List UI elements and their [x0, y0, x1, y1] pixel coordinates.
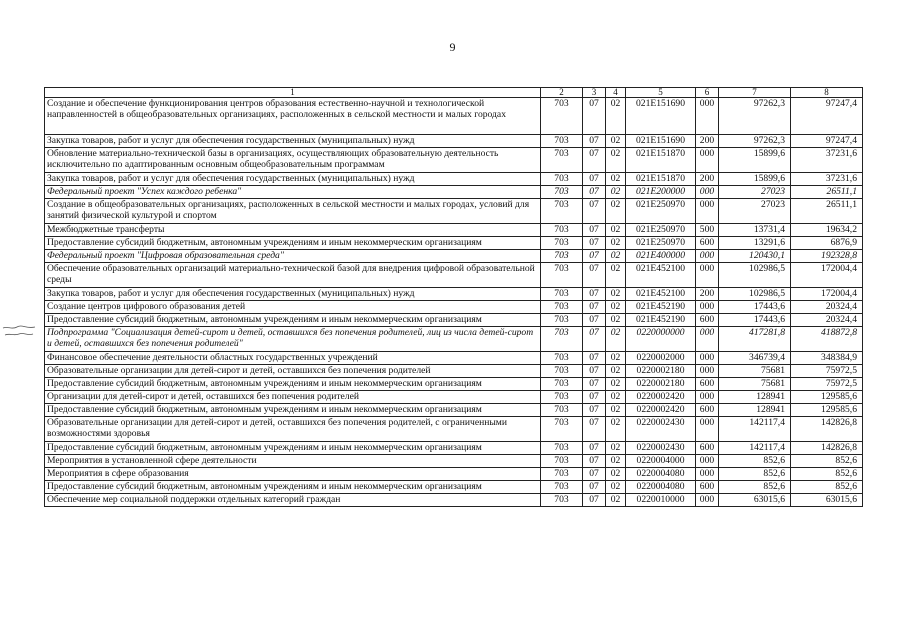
subsection-code-cell: 02 — [606, 224, 626, 237]
amount-year2-cell: 348384,9 — [791, 352, 863, 365]
item-name-cell: Предоставление субсидий бюджетным, автономным учреждениям и иным некоммерческим организациям — [45, 404, 541, 417]
target-article-code-cell: 021E452100 — [626, 263, 696, 288]
table-row — [45, 301, 863, 314]
target-article-code-cell: 0220002180 — [626, 378, 696, 391]
expense-type-code-cell: 000 — [696, 301, 719, 314]
amount-year2-cell: 97247,4 — [791, 98, 863, 135]
section-code-cell: 07 — [583, 352, 606, 365]
section-code-cell: 07 — [583, 186, 606, 199]
department-code-cell: 703 — [541, 237, 583, 250]
target-article-code-cell: 0220002180 — [626, 365, 696, 378]
amount-year2-cell: 192328,8 — [791, 250, 863, 263]
table-row — [45, 404, 863, 417]
target-article-code-cell: 021E151870 — [626, 173, 696, 186]
department-code-cell: 703 — [541, 404, 583, 417]
table-row — [45, 263, 863, 288]
amount-year2-cell: 26511,1 — [791, 199, 863, 224]
table-row — [45, 237, 863, 250]
amount-year1-cell: 142117,4 — [719, 417, 791, 442]
department-code-cell: 703 — [541, 135, 583, 148]
item-name-cell: Предоставление субсидий бюджетным, автономным учреждениям и иным некоммерческим организациям — [45, 237, 541, 250]
column-number-header-row — [45, 88, 863, 98]
item-name-cell: Обеспечение мер социальной поддержки отдельных категорий граждан — [45, 494, 541, 507]
subsection-code-cell: 02 — [606, 417, 626, 442]
department-code-cell: 703 — [541, 365, 583, 378]
target-article-code-cell: 0220004000 — [626, 455, 696, 468]
item-name-cell: Образовательные организации для детей-сирот и детей, оставшихся без попечения родителей — [45, 365, 541, 378]
section-code-cell: 07 — [583, 224, 606, 237]
section-code-cell: 07 — [583, 378, 606, 391]
subsection-code-cell: 02 — [606, 288, 626, 301]
expense-type-code-cell: 500 — [696, 224, 719, 237]
table-row — [45, 135, 863, 148]
table-row — [45, 186, 863, 199]
department-code-cell: 703 — [541, 352, 583, 365]
amount-year1-cell: 17443,6 — [719, 301, 791, 314]
expense-type-code-cell: 000 — [696, 417, 719, 442]
item-name-cell: Федеральный проект "Цифровая образовательная среда" — [45, 250, 541, 263]
amount-year1-cell: 27023 — [719, 186, 791, 199]
section-code-cell: 07 — [583, 98, 606, 135]
amount-year2-cell: 172004,4 — [791, 288, 863, 301]
amount-year2-cell: 63015,6 — [791, 494, 863, 507]
table-row — [45, 327, 863, 352]
amount-year1-cell: 13731,4 — [719, 224, 791, 237]
expense-type-code-cell: 200 — [696, 173, 719, 186]
department-code-cell: 703 — [541, 327, 583, 352]
department-code-cell: 703 — [541, 391, 583, 404]
subsection-code-cell: 02 — [606, 455, 626, 468]
subsection-code-cell: 02 — [606, 378, 626, 391]
expense-type-code-cell: 600 — [696, 378, 719, 391]
amount-year2-cell: 129585,6 — [791, 404, 863, 417]
expense-type-code-cell: 600 — [696, 442, 719, 455]
item-name-cell: Финансовое обеспечение деятельности областных государственных учреждений — [45, 352, 541, 365]
amount-year1-cell: 75681 — [719, 365, 791, 378]
expense-type-code-cell: 600 — [696, 314, 719, 327]
expense-type-code-cell: 000 — [696, 148, 719, 173]
item-name-cell: Предоставление субсидий бюджетным, автономным учреждениям и иным некоммерческим организациям — [45, 442, 541, 455]
amount-year1-cell: 63015,6 — [719, 494, 791, 507]
section-code-cell: 07 — [583, 404, 606, 417]
section-code-cell: 07 — [583, 327, 606, 352]
expense-type-code-cell: 000 — [696, 494, 719, 507]
amount-year2-cell: 852,6 — [791, 455, 863, 468]
table-row — [45, 378, 863, 391]
target-article-code-cell: 021E151690 — [626, 98, 696, 135]
item-name-cell: Создание в общеобразовательных организациях, расположенных в сельской местности и малых городах, условий для занятий физической культурой и спортом — [45, 199, 541, 224]
amount-year1-cell: 128941 — [719, 391, 791, 404]
target-article-code-cell: 0220002430 — [626, 417, 696, 442]
amount-year2-cell: 142826,8 — [791, 442, 863, 455]
table-row — [45, 481, 863, 494]
section-code-cell: 07 — [583, 237, 606, 250]
department-code-cell: 703 — [541, 378, 583, 391]
department-code-cell: 703 — [541, 98, 583, 135]
amount-year2-cell: 37231,6 — [791, 148, 863, 173]
table-row — [45, 365, 863, 378]
subsection-code-cell: 02 — [606, 468, 626, 481]
target-article-code-cell: 0220000000 — [626, 327, 696, 352]
subsection-code-cell: 02 — [606, 186, 626, 199]
department-code-cell: 703 — [541, 186, 583, 199]
target-article-code-cell: 0220004080 — [626, 481, 696, 494]
subsection-code-cell: 02 — [606, 301, 626, 314]
department-code-cell: 703 — [541, 199, 583, 224]
department-code-cell: 703 — [541, 442, 583, 455]
subsection-code-cell: 02 — [606, 237, 626, 250]
target-article-code-cell: 0220002420 — [626, 391, 696, 404]
amount-year1-cell: 97262,3 — [719, 135, 791, 148]
subsection-code-cell: 02 — [606, 199, 626, 224]
amount-year2-cell: 20324,4 — [791, 314, 863, 327]
amount-year1-cell: 97262,3 — [719, 98, 791, 135]
subsection-code-cell: 02 — [606, 442, 626, 455]
item-name-cell: Предоставление субсидий бюджетным, автономным учреждениям и иным некоммерческим организациям — [45, 481, 541, 494]
column-header: 6 — [696, 88, 719, 98]
section-code-cell: 07 — [583, 250, 606, 263]
target-article-code-cell: 0220010000 — [626, 494, 696, 507]
amount-year2-cell: 172004,4 — [791, 263, 863, 288]
department-code-cell: 703 — [541, 173, 583, 186]
amount-year1-cell: 142117,4 — [719, 442, 791, 455]
column-header: 7 — [719, 88, 791, 98]
item-name-cell: Обеспечение образовательных организаций материально-технической базой для внедрения цифровой образовательной среды — [45, 263, 541, 288]
table-row — [45, 352, 863, 365]
table-row — [45, 98, 863, 135]
expense-type-code-cell: 000 — [696, 352, 719, 365]
department-code-cell: 703 — [541, 288, 583, 301]
amount-year2-cell: 142826,8 — [791, 417, 863, 442]
department-code-cell: 703 — [541, 301, 583, 314]
subsection-code-cell: 02 — [606, 173, 626, 186]
item-name-cell: Создание центров цифрового образования детей — [45, 301, 541, 314]
table-row — [45, 468, 863, 481]
section-code-cell: 07 — [583, 288, 606, 301]
table-row — [45, 288, 863, 301]
item-name-cell: Закупка товаров, работ и услуг для обеспечения государственных (муниципальных) нужд — [45, 135, 541, 148]
item-name-cell: Подпрограмма "Социализация детей-сирот и детей, оставшихся без попечения родителей, лиц из числа детей-сирот и детей, оставшихся без попечения родителей" — [45, 327, 541, 352]
amount-year1-cell: 15899,6 — [719, 173, 791, 186]
target-article-code-cell: 0220002420 — [626, 404, 696, 417]
subsection-code-cell: 02 — [606, 148, 626, 173]
amount-year2-cell: 20324,4 — [791, 301, 863, 314]
amount-year1-cell: 852,6 — [719, 455, 791, 468]
expense-type-code-cell: 600 — [696, 237, 719, 250]
subsection-code-cell: 02 — [606, 391, 626, 404]
item-name-cell: Мероприятия в установленной сфере деятельности — [45, 455, 541, 468]
department-code-cell: 703 — [541, 455, 583, 468]
amount-year1-cell: 346739,4 — [719, 352, 791, 365]
target-article-code-cell: 0220002430 — [626, 442, 696, 455]
target-article-code-cell: 021E400000 — [626, 250, 696, 263]
table-row — [45, 442, 863, 455]
amount-year1-cell: 128941 — [719, 404, 791, 417]
amount-year2-cell: 418872,8 — [791, 327, 863, 352]
expense-type-code-cell: 200 — [696, 135, 719, 148]
department-code-cell: 703 — [541, 148, 583, 173]
department-code-cell: 703 — [541, 314, 583, 327]
amount-year2-cell: 852,6 — [791, 481, 863, 494]
expense-type-code-cell: 000 — [696, 98, 719, 135]
item-name-cell: Закупка товаров, работ и услуг для обеспечения государственных (муниципальных) нужд — [45, 288, 541, 301]
amount-year1-cell: 102986,5 — [719, 288, 791, 301]
section-code-cell: 07 — [583, 365, 606, 378]
table-row — [45, 314, 863, 327]
amount-year2-cell: 19634,2 — [791, 224, 863, 237]
item-name-cell: Образовательные организации для детей-сирот и детей, оставшихся без попечения родителей, с ограниченными возможностями здоровья — [45, 417, 541, 442]
item-name-cell: Обновление материально-технической базы в организациях, осуществляющих образовательную деятельность исключительно по адаптированным основным общеобразовательным программам — [45, 148, 541, 173]
subsection-code-cell: 02 — [606, 98, 626, 135]
table-row — [45, 148, 863, 173]
amount-year1-cell: 15899,6 — [719, 148, 791, 173]
department-code-cell: 703 — [541, 417, 583, 442]
expense-type-code-cell: 000 — [696, 263, 719, 288]
item-name-cell: Создание и обеспечение функционирования центров образования естественно-научной и технологической направленностей в общеобразовательных организациях, расположенных в сельской местности и малых городах — [45, 98, 541, 135]
amount-year1-cell: 120430,1 — [719, 250, 791, 263]
section-code-cell: 07 — [583, 301, 606, 314]
section-code-cell: 07 — [583, 481, 606, 494]
section-code-cell: 07 — [583, 391, 606, 404]
expense-type-code-cell: 000 — [696, 186, 719, 199]
department-code-cell: 703 — [541, 468, 583, 481]
column-header: 1 — [45, 88, 541, 98]
expense-type-code-cell: 000 — [696, 455, 719, 468]
subsection-code-cell: 02 — [606, 135, 626, 148]
table-row — [45, 224, 863, 237]
item-name-cell: Предоставление субсидий бюджетным, автономным учреждениям и иным некоммерческим организациям — [45, 314, 541, 327]
table-row — [45, 250, 863, 263]
expense-type-code-cell: 000 — [696, 327, 719, 352]
subsection-code-cell: 02 — [606, 352, 626, 365]
department-code-cell: 703 — [541, 481, 583, 494]
department-code-cell: 703 — [541, 494, 583, 507]
amount-year2-cell: 37231,6 — [791, 173, 863, 186]
target-article-code-cell: 021E452190 — [626, 301, 696, 314]
amount-year2-cell: 75972,5 — [791, 365, 863, 378]
column-header: 3 — [583, 88, 606, 98]
amount-year1-cell: 13291,6 — [719, 237, 791, 250]
subsection-code-cell: 02 — [606, 365, 626, 378]
department-code-cell: 703 — [541, 224, 583, 237]
column-header: 5 — [626, 88, 696, 98]
amount-year2-cell: 6876,9 — [791, 237, 863, 250]
amount-year1-cell: 17443,6 — [719, 314, 791, 327]
item-name-cell: Федеральный проект "Успех каждого ребенка" — [45, 186, 541, 199]
section-code-cell: 07 — [583, 135, 606, 148]
expense-type-code-cell: 600 — [696, 404, 719, 417]
subsection-code-cell: 02 — [606, 404, 626, 417]
item-name-cell: Предоставление субсидий бюджетным, автономным учреждениям и иным некоммерческим организациям — [45, 378, 541, 391]
expense-type-code-cell: 200 — [696, 288, 719, 301]
expense-type-code-cell: 000 — [696, 199, 719, 224]
subsection-code-cell: 02 — [606, 481, 626, 494]
target-article-code-cell: 0220004080 — [626, 468, 696, 481]
expense-type-code-cell: 600 — [696, 481, 719, 494]
table-row — [45, 391, 863, 404]
amount-year2-cell: 75972,5 — [791, 378, 863, 391]
target-article-code-cell: 0220002000 — [626, 352, 696, 365]
section-code-cell: 07 — [583, 314, 606, 327]
table-row — [45, 173, 863, 186]
page-number: 9 — [449, 40, 456, 54]
amount-year2-cell: 97247,4 — [791, 135, 863, 148]
section-code-cell: 07 — [583, 417, 606, 442]
section-code-cell: 07 — [583, 148, 606, 173]
subsection-code-cell: 02 — [606, 250, 626, 263]
table-row — [45, 417, 863, 442]
section-code-cell: 07 — [583, 442, 606, 455]
amount-year1-cell: 75681 — [719, 378, 791, 391]
expense-type-code-cell: 000 — [696, 250, 719, 263]
department-code-cell: 703 — [541, 250, 583, 263]
department-code-cell: 703 — [541, 263, 583, 288]
amount-year2-cell: 26511,1 — [791, 186, 863, 199]
target-article-code-cell: 021E452190 — [626, 314, 696, 327]
expense-type-code-cell: 000 — [696, 365, 719, 378]
subsection-code-cell: 02 — [606, 494, 626, 507]
amount-year1-cell: 102986,5 — [719, 263, 791, 288]
subsection-code-cell: 02 — [606, 314, 626, 327]
target-article-code-cell: 021E452100 — [626, 288, 696, 301]
column-header: 2 — [541, 88, 583, 98]
table-row — [45, 494, 863, 507]
amount-year1-cell: 417281,8 — [719, 327, 791, 352]
amount-year1-cell: 852,6 — [719, 468, 791, 481]
section-code-cell: 07 — [583, 173, 606, 186]
expense-type-code-cell: 000 — [696, 391, 719, 404]
subsection-code-cell: 02 — [606, 263, 626, 288]
budget-allocation-table — [44, 87, 863, 507]
target-article-code-cell: 021E250970 — [626, 199, 696, 224]
target-article-code-cell: 021E151690 — [626, 135, 696, 148]
item-name-cell: Закупка товаров, работ и услуг для обеспечения государственных (муниципальных) нужд — [45, 173, 541, 186]
margin-scribble-mark — [2, 324, 36, 338]
amount-year1-cell: 852,6 — [719, 481, 791, 494]
section-code-cell: 07 — [583, 468, 606, 481]
amount-year2-cell: 852,6 — [791, 468, 863, 481]
subsection-code-cell: 02 — [606, 327, 626, 352]
section-code-cell: 07 — [583, 494, 606, 507]
item-name-cell: Мероприятия в сфере образования — [45, 468, 541, 481]
expense-type-code-cell: 000 — [696, 468, 719, 481]
table-row — [45, 199, 863, 224]
target-article-code-cell: 021E151870 — [626, 148, 696, 173]
target-article-code-cell: 021E200000 — [626, 186, 696, 199]
section-code-cell: 07 — [583, 199, 606, 224]
column-header: 4 — [606, 88, 626, 98]
item-name-cell: Межбюджетные трансферты — [45, 224, 541, 237]
section-code-cell: 07 — [583, 455, 606, 468]
table-row — [45, 455, 863, 468]
column-header: 8 — [791, 88, 863, 98]
target-article-code-cell: 021E250970 — [626, 237, 696, 250]
amount-year1-cell: 27023 — [719, 199, 791, 224]
section-code-cell: 07 — [583, 263, 606, 288]
item-name-cell: Организации для детей-сирот и детей, оставшихся без попечения родителей — [45, 391, 541, 404]
target-article-code-cell: 021E250970 — [626, 224, 696, 237]
amount-year2-cell: 129585,6 — [791, 391, 863, 404]
